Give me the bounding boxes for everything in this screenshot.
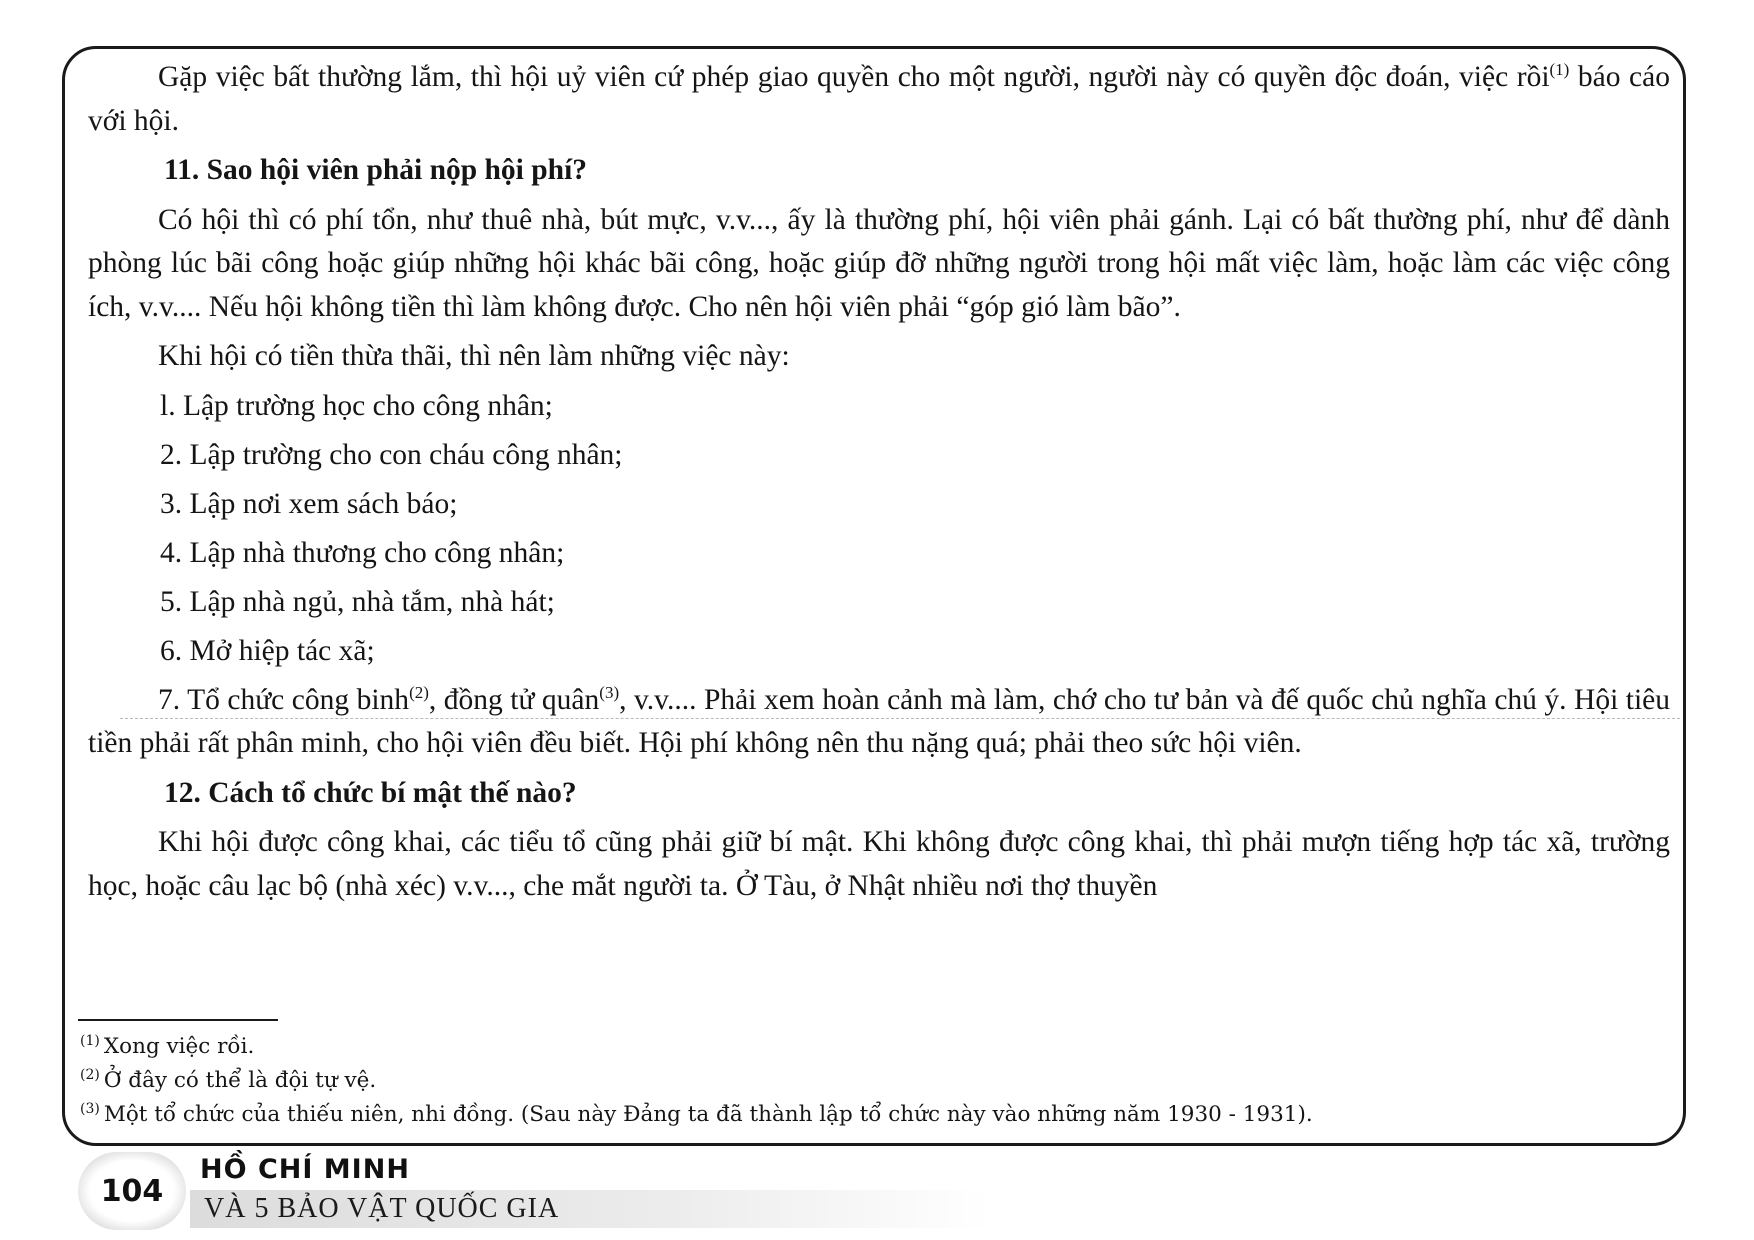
paragraph-4 <box>88 679 1670 766</box>
list-item: 4. Lập nhà thương cho công nhân; <box>160 536 565 569</box>
footnote-ref-3[interactable]: (3) <box>599 682 620 702</box>
list-item: l. Lập trường học cho công nhân; <box>160 389 553 422</box>
footnote-1 <box>80 1030 1640 1064</box>
paragraph-2: Có hội thì có phí tổn, như thuê nhà, bút mực, v.v..., ấy là thường phí, hội viên phải gánh. Lại có bất thường phí, như để dành phòng lúc bãi công hoặc giúp những hội khác bãi công, hoặc giúp đỡ những người trong hội mất việc làm, hoặc làm các việc công ích, v.v.... Nếu hội không tiền thì làm không được. Cho nên hội viên phải “góp gió làm bão”. <box>88 203 1670 323</box>
scan-artifact-line <box>120 718 1680 719</box>
footnote-2 <box>80 1064 1640 1098</box>
paragraph-4-part-c: , v.v.... Phải xem hoàn cảnh mà làm, chớ cho tư bản và đế quốc chủ nghĩa chú ý. Hội tiêu tiền phải rất phân minh, cho hội viên đều biết. Hội phí không nên thu nặng quá; phải theo sức hội viên. <box>88 683 1670 759</box>
paragraph-5: Khi hội được công khai, các tiểu tổ cũng phải giữ bí mật. Khi không được công khai, thì phải mượn tiếng hợp tác xã, trường học, hoặc câu lạc bộ (nhà xéc) v.v..., che mắt người ta. Ở Tàu, ở Nhật nhiều nơi thợ thuyền <box>88 826 1670 902</box>
list-item: 2. Lập trường cho con cháu công nhân; <box>160 438 623 471</box>
footnote-text: Một tổ chức của thiếu niên, nhi đồng. (Sau này Đảng ta đã thành lập tổ chức này vào những năm 1930 - 1931). <box>103 1102 1313 1127</box>
footnote-3 <box>80 1098 1640 1132</box>
paragraph-1 <box>88 56 1670 143</box>
page-footer <box>78 1152 1698 1232</box>
footnotes <box>80 1030 1640 1132</box>
section-heading-12: 12. Cách tổ chức bí mật thế nào? <box>164 776 577 809</box>
page-number: 104 <box>78 1152 186 1230</box>
footnote-divider <box>78 1019 278 1021</box>
paragraph-1-tail: báo cáo với hội. <box>88 61 1670 137</box>
footnote-mark: (2) <box>80 1066 100 1083</box>
footnote-text: Ở đây có thể là đội tự vệ. <box>103 1068 377 1093</box>
paragraph-4-part-a: 7. Tổ chức công binh <box>158 683 410 716</box>
list-item: 3. Lập nơi xem sách báo; <box>160 487 458 520</box>
paragraph-4-part-b: , đồng tử quân <box>428 683 600 716</box>
list-item: 6. Mở hiệp tác xã; <box>160 634 375 667</box>
footnote-text: Xong việc rồi. <box>103 1034 255 1059</box>
section-heading-11: 11. Sao hội viên phải nộp hội phí? <box>164 154 588 186</box>
list-item: 5. Lập nhà ngủ, nhà tắm, nhà hát; <box>160 585 555 618</box>
footnote-ref-2[interactable]: (2) <box>409 682 429 702</box>
activities-list <box>88 385 1670 674</box>
page-content <box>88 56 1670 914</box>
paragraph-3: Khi hội có tiền thừa thãi, thì nên làm những việc này: <box>158 340 790 372</box>
book-title: HỒ CHÍ MINH <box>200 1154 410 1185</box>
footnote-mark: (3) <box>80 1100 100 1117</box>
footnote-mark: (1) <box>80 1032 100 1049</box>
paragraph-1-text: Gặp việc bất thường lắm, thì hội uỷ viên cứ phép giao quyền cho một người, người này có quyền độc đoán, việc rồi <box>158 61 1550 93</box>
book-subtitle: VÀ 5 BẢO VẬT QUỐC GIA <box>190 1190 990 1228</box>
footnote-ref-1[interactable]: (1) <box>1549 60 1570 80</box>
